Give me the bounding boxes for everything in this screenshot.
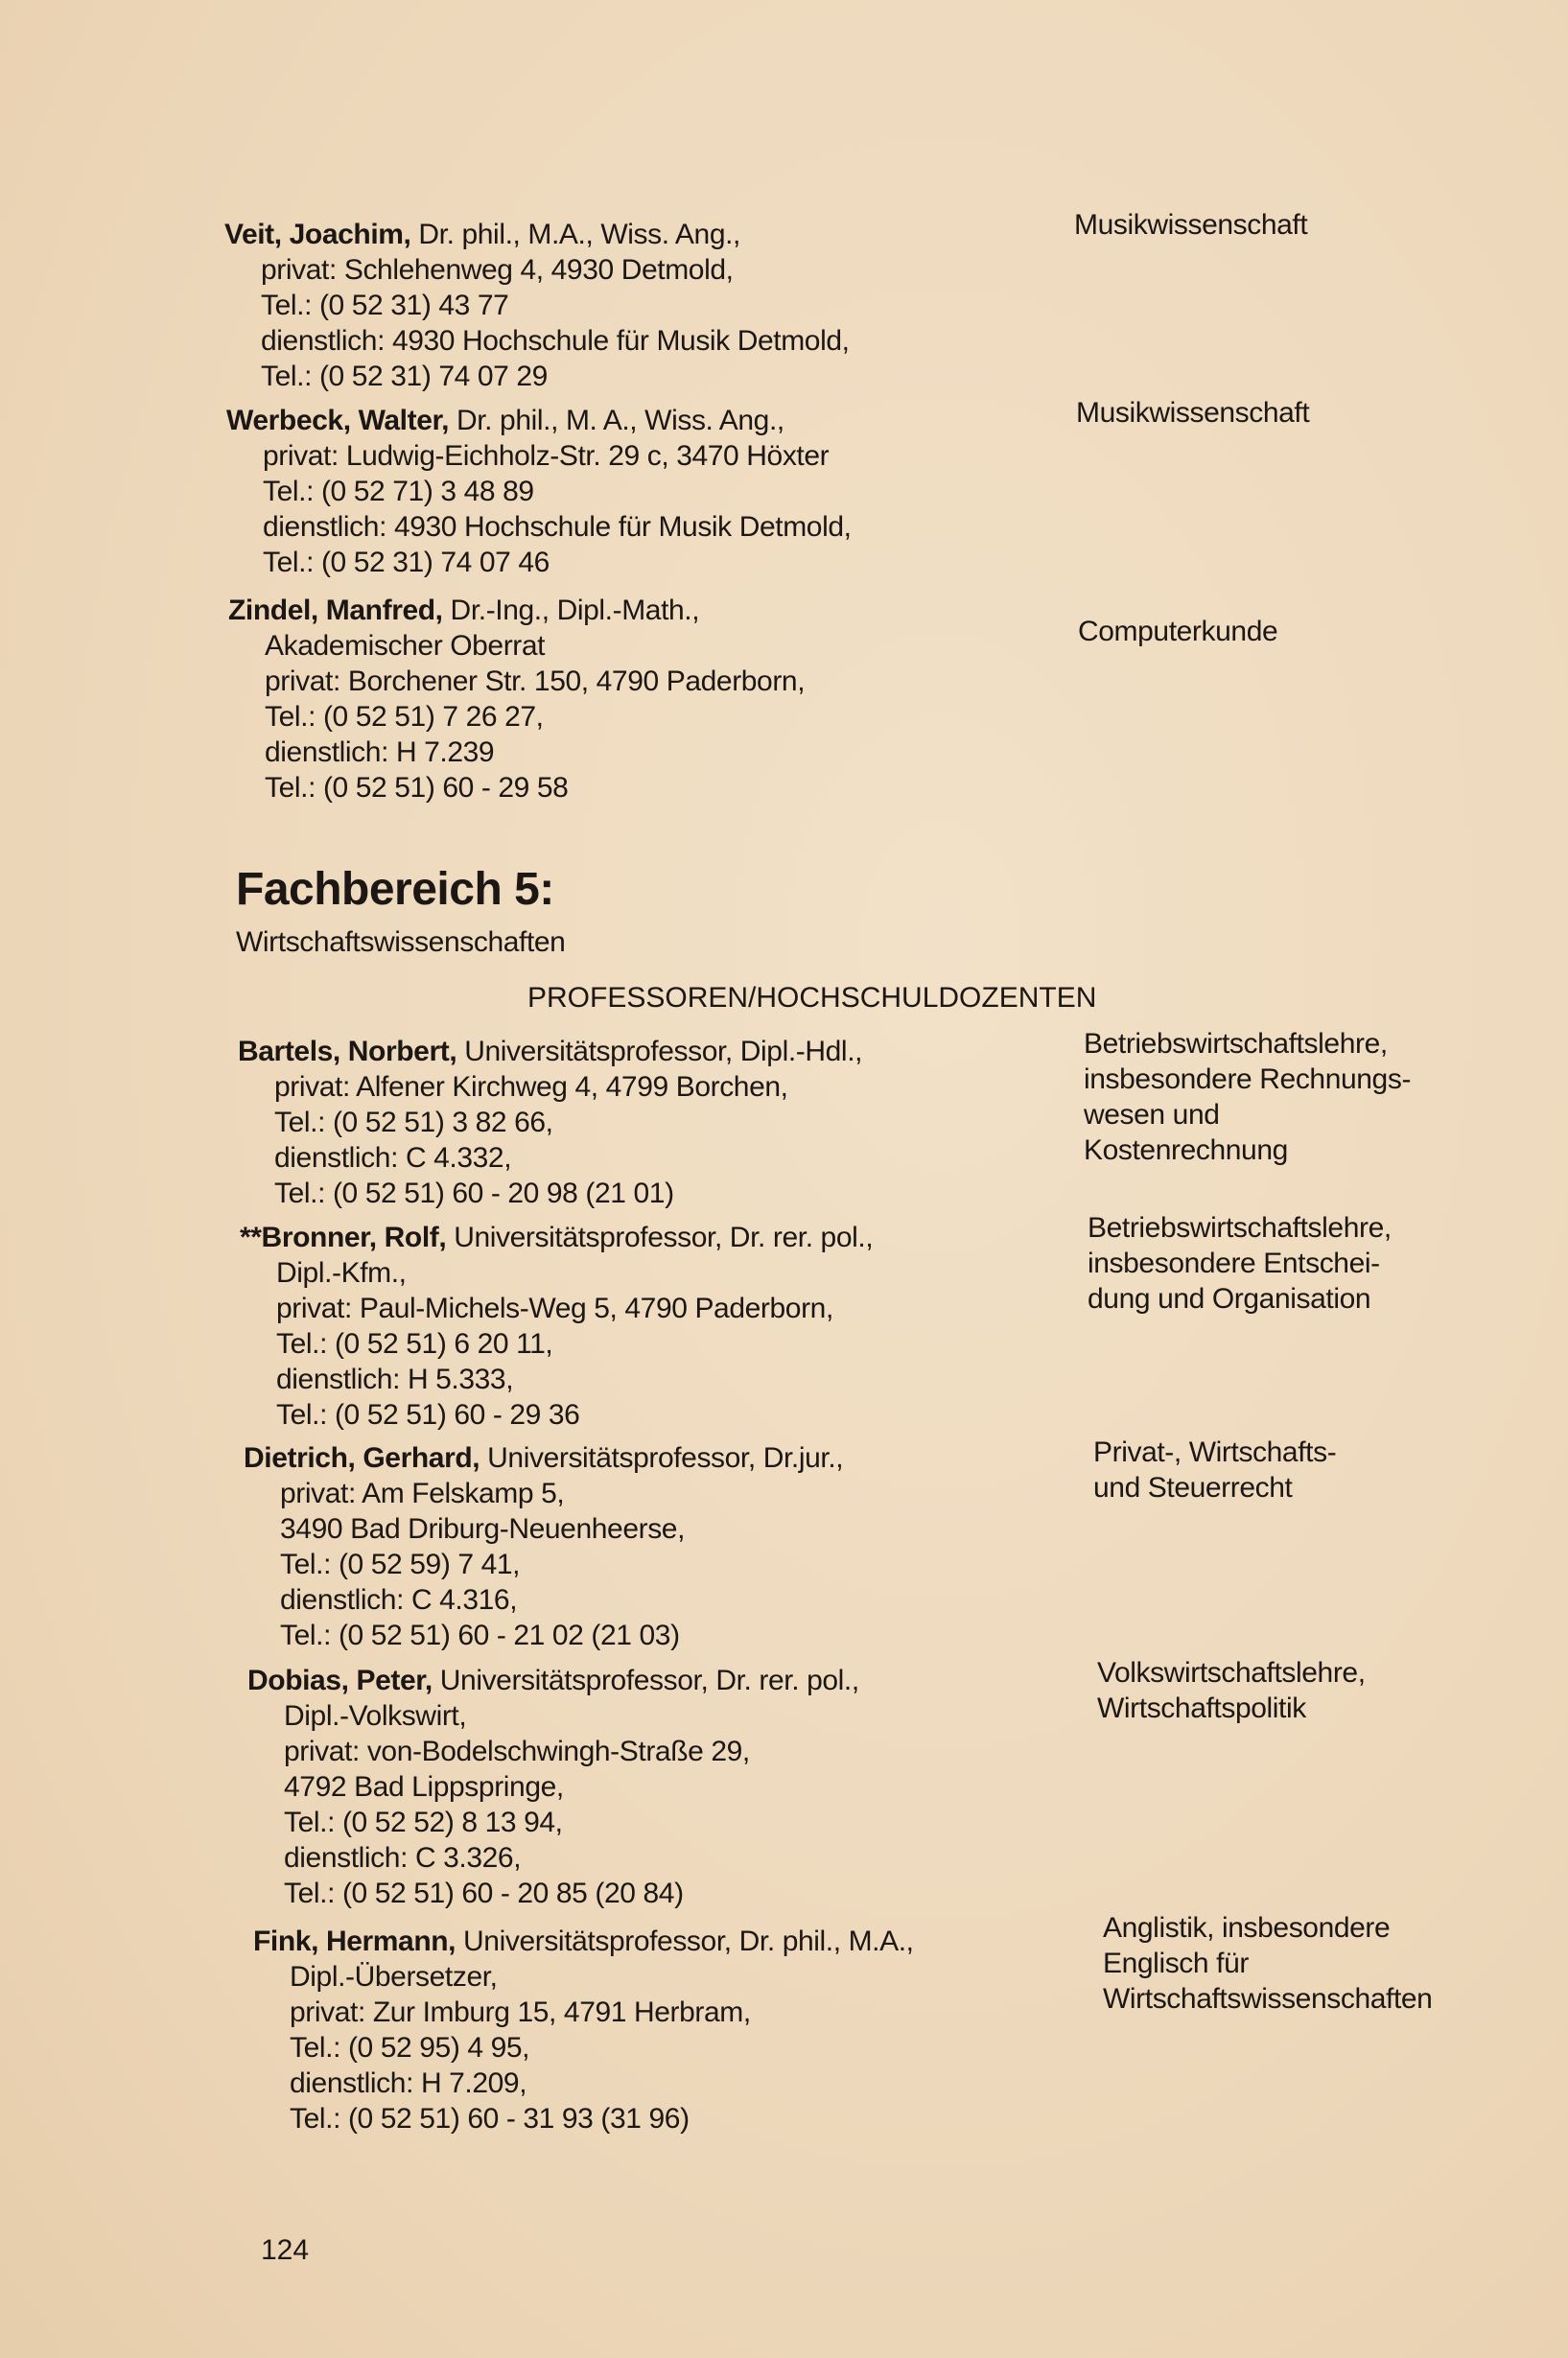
subject-line: Wirtschaftswissenschaften (1103, 1983, 1433, 2015)
entry-bronner (240, 1220, 873, 1433)
subject-dobias (1097, 1655, 1366, 1726)
person-title: Universitätsprofessor, Dipl.-Hdl., (456, 1036, 863, 1067)
subject-line: Musikwissenschaft (1074, 209, 1308, 241)
entry-line: dienstlich: C 4.316, (280, 1584, 518, 1616)
entry-line: Tel.: (0 52 51) 60 - 31 93 (31 96) (290, 2103, 690, 2135)
entry-line: dienstlich: H 7.209, (290, 2067, 527, 2099)
person-name: Zindel, Manfred, (228, 595, 443, 626)
subject-line: dung und Organisation (1088, 1283, 1371, 1315)
entry-zindel (228, 593, 805, 805)
entry-line: Dipl.-Übersetzer, (290, 1961, 498, 1993)
entry-line: Dipl.-Kfm., (276, 1257, 407, 1289)
person-name: Fink, Hermann, (253, 1926, 456, 1957)
entry-bartels (238, 1034, 862, 1211)
person-title: Universitätsprofessor, Dr.jur., (480, 1442, 844, 1474)
entry-line: Tel.: (0 52 31) 74 07 29 (261, 361, 548, 392)
entry-line: Tel.: (0 52 95) 4 95, (290, 2032, 530, 2064)
entry-line: dienstlich: H 7.239 (265, 736, 495, 768)
entry-line: privat: Alfener Kirchweg 4, 4799 Borchen, (274, 1071, 788, 1103)
entry-header (224, 217, 850, 252)
entry-dietrich (244, 1440, 843, 1653)
subject-line: insbesondere Rechnungs- (1084, 1063, 1412, 1095)
entry-line: Tel.: (0 52 51) 60 - 20 85 (20 84) (284, 1878, 684, 1909)
entry-line: privat: Am Felskamp 5, (280, 1478, 565, 1509)
entry-header (253, 1924, 914, 1959)
person-name: Bartels, Norbert, (238, 1036, 457, 1067)
entry-line: 4792 Bad Lippspringe, (284, 1771, 564, 1803)
subject-line: und Steuerrecht (1093, 1472, 1293, 1504)
person-title: Universitätsprofessor, Dr. phil., M.A., (456, 1926, 914, 1957)
entry-line: privat: Paul-Michels-Weg 5, 4790 Paderborn, (276, 1293, 833, 1324)
subject-line: Computerkunde (1078, 616, 1278, 647)
subject-line: wesen und (1084, 1099, 1220, 1131)
entry-line: Tel.: (0 52 31) 74 07 46 (263, 547, 550, 578)
subject-dietrich (1093, 1435, 1336, 1506)
entry-line: Tel.: (0 52 51) 60 - 29 58 (265, 772, 569, 804)
entry-line: Tel.: (0 52 52) 8 13 94, (284, 1807, 563, 1838)
entry-line: Tel.: (0 52 51) 7 26 27, (265, 701, 544, 733)
person-name: Veit, Joachim, (224, 219, 411, 250)
entry-line: Tel.: (0 52 59) 7 41, (280, 1549, 521, 1580)
entry-line: Tel.: (0 52 51) 60 - 21 02 (21 03) (280, 1620, 680, 1651)
subject-line: Wirtschaftspolitik (1097, 1693, 1306, 1724)
entry-line: Tel.: (0 52 31) 43 77 (261, 290, 509, 321)
subject-line: Kostenrechnung (1084, 1134, 1288, 1166)
entry-werbeck (226, 403, 852, 580)
subject-line: Anglistik, insbesondere (1103, 1912, 1391, 1944)
entry-header (238, 1034, 862, 1069)
person-title: Dr. phil., M. A., Wiss. Ang., (449, 405, 784, 436)
group-title: PROFESSOREN/HOCHSCHULDOZENTEN (527, 982, 1097, 1014)
section-subheading: Wirtschaftswissenschaften (236, 926, 566, 958)
entry-fink (253, 1924, 914, 2136)
entry-line: dienstlich: 4930 Hochschule für Musik Detmold, (263, 511, 852, 543)
subject-line: Musikwissenschaft (1076, 397, 1310, 429)
section-heading: Fachbereich 5: (236, 864, 554, 915)
person-title: Dr.-Ing., Dipl.-Math., (442, 595, 700, 626)
entry-header (240, 1220, 873, 1255)
subject-line: Privat-, Wirtschafts- (1093, 1436, 1337, 1468)
entry-veit (224, 217, 850, 394)
entry-header (228, 593, 805, 628)
entry-header (244, 1440, 843, 1476)
subject-veit (1074, 207, 1307, 243)
entry-header (226, 403, 852, 438)
subject-line: Betriebswirtschaftslehre, (1088, 1212, 1392, 1244)
person-title: Universitätsprofessor, Dr. rer. pol., (432, 1665, 859, 1696)
entry-line: Tel.: (0 52 51) 60 - 29 36 (276, 1399, 580, 1431)
entry-line: 3490 Bad Driburg-Neuenheerse, (280, 1513, 686, 1545)
subject-line: Volkswirtschaftslehre, (1097, 1657, 1366, 1689)
entry-line: privat: von-Bodelschwingh-Straße 29, (284, 1736, 750, 1767)
entry-line: privat: Borchener Str. 150, 4790 Paderborn, (265, 665, 806, 697)
page-number: 124 (261, 2234, 310, 2266)
entry-line: Akademischer Oberrat (265, 630, 546, 662)
subject-bronner (1088, 1210, 1392, 1317)
entry-line: privat: Zur Imburg 15, 4791 Herbram, (290, 1996, 751, 2028)
entry-dobias (247, 1663, 859, 1911)
subject-zindel (1078, 614, 1277, 649)
entry-line: dienstlich: C 4.332, (274, 1142, 512, 1174)
person-title: Universitätsprofessor, Dr. rer. pol., (446, 1222, 874, 1253)
subject-bartels (1084, 1026, 1411, 1168)
entry-line: dienstlich: 4930 Hochschule für Musik Detmold, (261, 325, 850, 357)
entry-line: privat: Ludwig-Eichholz-Str. 29 c, 3470 Höxter (263, 440, 830, 472)
entry-line: privat: Schlehenweg 4, 4930 Detmold, (261, 254, 734, 286)
entry-line: Tel.: (0 52 71) 3 48 89 (263, 476, 534, 507)
entry-line: Tel.: (0 52 51) 6 20 11, (276, 1328, 553, 1360)
entry-line: Dipl.-Volkswirt, (284, 1700, 467, 1732)
subject-line: Englisch für (1103, 1948, 1249, 1979)
subject-line: Betriebswirtschaftslehre, (1084, 1028, 1388, 1060)
person-name: Dobias, Peter, (247, 1665, 433, 1696)
person-name: Dietrich, Gerhard, (244, 1442, 480, 1474)
subject-fink (1103, 1910, 1432, 2017)
subject-werbeck (1076, 395, 1309, 431)
entry-line: Tel.: (0 52 51) 60 - 20 98 (21 01) (274, 1178, 674, 1209)
entry-line: dienstlich: H 5.333, (276, 1364, 514, 1395)
entry-line: Tel.: (0 52 51) 3 82 66, (274, 1107, 553, 1138)
entry-header (247, 1663, 859, 1698)
person-title: Dr. phil., M.A., Wiss. Ang., (410, 219, 740, 250)
subject-line: insbesondere Entschei- (1088, 1248, 1380, 1279)
entry-line: dienstlich: C 3.326, (284, 1842, 522, 1874)
person-name: Werbeck, Walter, (226, 405, 450, 436)
person-name: **Bronner, Rolf, (240, 1222, 447, 1253)
